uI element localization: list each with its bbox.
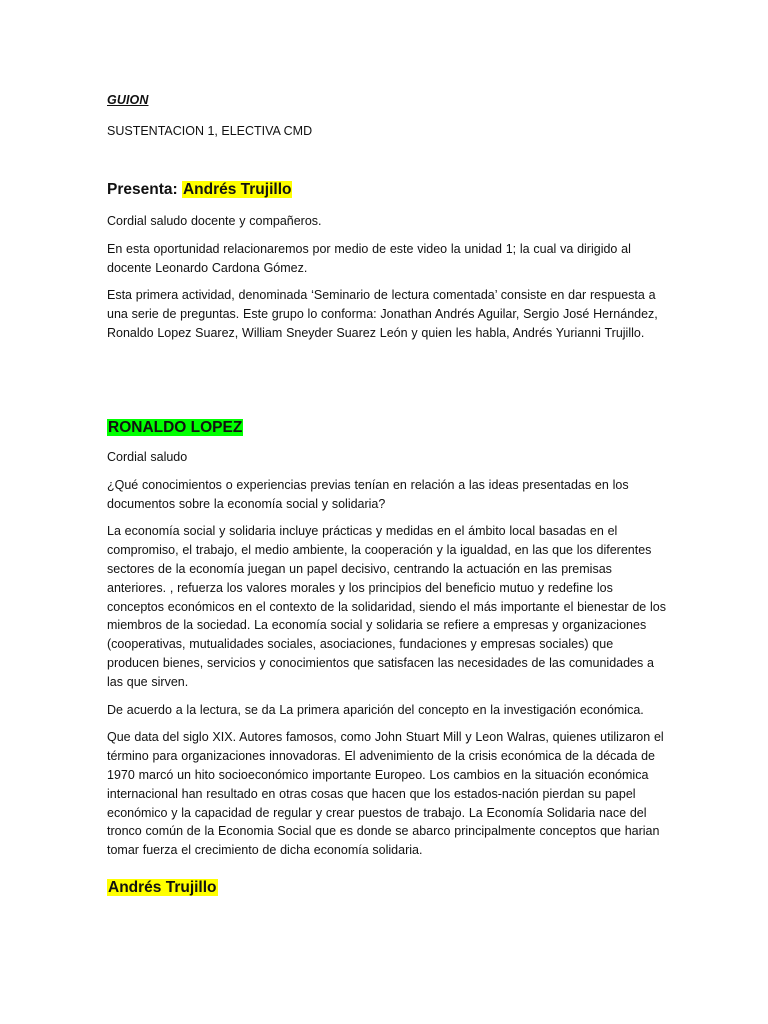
paragraph: Cordial saludo docente y compañeros. [107,214,322,228]
section-3-heading [107,878,218,898]
section-2-body [107,448,667,869]
paragraph: Esta primera actividad, denominada ‘Seminario de lectura comentada’ consiste en dar respuesta a una serie de preguntas. Este grupo lo conforma: Jonathan Andrés Aguilar, Sergio José Hernández, Ronaldo Lopez Suarez, William Sneyder Suarez León y quien les habla, Andrés Yurianni Trujillo. [107,288,658,340]
paragraph: En esta oportunidad relacionaremos por medio de este video la unidad 1; la cual va dirigido al docente Leonardo Cardona Gómez. [107,241,631,275]
paragraph: ¿Qué conocimientos o experiencias previas tenían en relación a las ideas presentadas en los documentos sobre la economía social y solidaria? [107,477,629,511]
document-subtitle: SUSTENTACION 1, ELECTIVA CMD [107,124,313,138]
section-1-body [107,212,667,352]
document-title: GUION [107,93,149,107]
speaker-name-highlight: Andrés Trujillo [182,181,292,198]
presenter-prefix: Presenta: [107,181,182,198]
section-2-heading [107,418,243,438]
paragraph: De acuerdo a la lectura, se da La primera aparición del concepto en la investigación económica. [107,702,644,717]
section-1-heading [107,180,292,200]
paragraph: Que data del siglo XIX. Autores famosos, como John Stuart Mill y Leon Walras, quienes utilizaron el término para organizaciones innovadoras. El advenimiento de la crisis económica de la década de 1970 marcó un hito socioeconómico importante Europeo. Los cambios en la situación económica internacional han resultado en otras cosas que hacen que los estados-nación pierdan su papel económico y la capacidad de regular y crear puestos de trabajo. La Economía Solidaria nace del tronco común de la Economia Social que es donde se abarco principalmente conceptos que harian tomar fuerza el crecimiento de dicha economía solidaria. [107,730,664,858]
paragraph: La economía social y solidaria incluye prácticas y medidas en el ámbito local basadas en el compromiso, el trabajo, el medio ambiente, la cooperación y la igualdad, en las que los diferentes sectores de la economía juegan un papel decisivo, centrando la actuación en las premisas anteriores. , refuerza los valores morales y los principios del beneficio mutuo y redefine los conceptos económicos en el contexto de la solidaridad, siendo el más importante el bienestar de los miembros de la sociedad. La economía social y solidaria se refiere a empresas y organizaciones (cooperativas, mutualidades sociales, asociaciones, fundaciones y empresas sociales) que producen bienes, servicios y conocimientos que satisfacen las necesidades de las comunidades a las que sirven. [107,524,666,689]
speaker-name-highlight: Andrés Trujillo [108,879,217,896]
paragraph: Cordial saludo [107,450,188,464]
speaker-name-highlight: RONALDO LOPEZ [108,419,243,436]
